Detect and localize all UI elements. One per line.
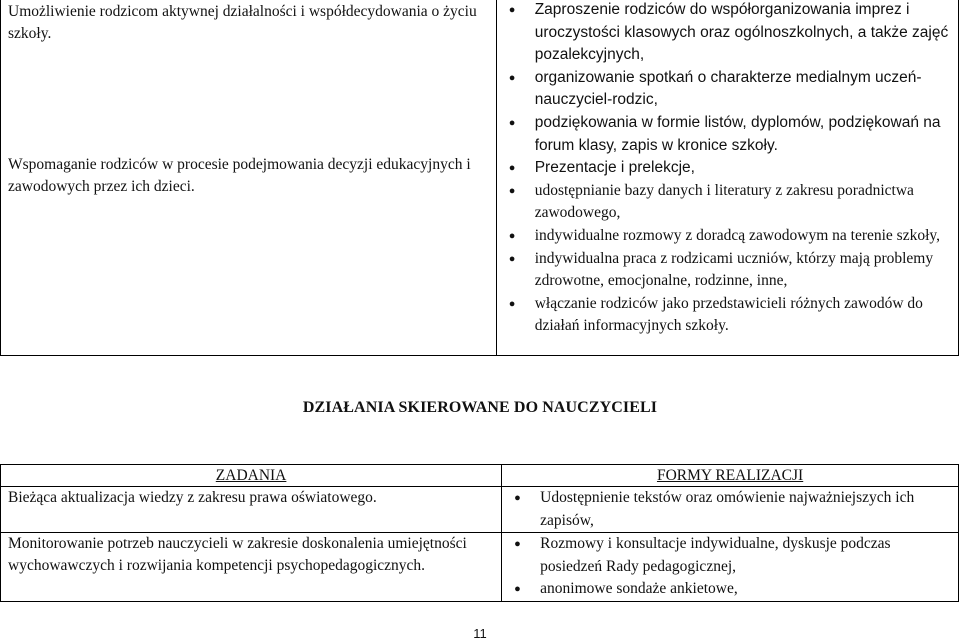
- forms-cell: [502, 533, 959, 602]
- bullet-icon: ●: [514, 492, 521, 504]
- forms-list: [497, 0, 958, 338]
- bullet-icon: ●: [508, 229, 516, 242]
- list-item: ● indywidualna praca z rodzicami uczniów, którzy mają problemy zdrowotne, emocjonalne, rodzinne, inne,: [508, 249, 934, 290]
- column-header-tasks: ZADANIA: [1, 465, 502, 487]
- bullet-icon: ●: [508, 252, 516, 265]
- bullet-icon: ●: [508, 4, 516, 16]
- list-item: ● organizowanie spotkań o charakterze medialnym uczeń-nauczyciel-rodzic,: [508, 68, 922, 109]
- bullet-icon: ●: [514, 538, 521, 551]
- list-item: ● Rozmowy i konsultacje indywidualne, dyskusje podczas posiedzeń Rady pedagogicznej,: [514, 535, 891, 575]
- list-item: ● Udostępnienie tekstów oraz omówienie najważniejszych ich zapisów,: [514, 489, 915, 529]
- tasks-cell: [1, 0, 497, 356]
- column-header-forms: FORMY REALIZACJI: [502, 465, 959, 487]
- bullet-icon: ●: [508, 184, 516, 197]
- list-item: ● Zaproszenie rodziców do współorganizowania imprez i uroczystości klasowych oraz ogólnoszkolnych, a także zajęć pozalekcyjnych,: [508, 1, 949, 64]
- bullet-icon: ●: [508, 297, 516, 310]
- task-text: Wspomaganie rodziców w procesie podejmowania decyzji edukacyjnych i zawodowych przez ich dzieci.: [8, 156, 471, 195]
- section-heading: DZIAŁANIA SKIEROWANE DO NAUCZYCIELI: [302, 399, 658, 416]
- bullet-icon: ●: [514, 583, 521, 596]
- forms-list: [502, 487, 958, 532]
- forms-cell: [496, 0, 958, 356]
- list-item: ● Prezentacje i prelekcje,: [508, 159, 695, 177]
- bullet-icon: ●: [508, 71, 516, 84]
- list-item: ● indywidualne rozmowy z doradcą zawodowym na terenie szkoły,: [508, 226, 941, 244]
- list-item: ● anonimowe sondaże ankietowe,: [514, 580, 738, 598]
- bullet-icon: ●: [508, 162, 516, 175]
- list-item: ● włączanie rodziców jako przedstawicieli różnych zawodów do działań informacyjnych szkoły.: [508, 294, 923, 335]
- table-row: Monitorowanie potrzeb nauczycieli w zakresie doskonalenia umiejętności wychowawczych i rozwijania kompetencji psychopedagogicznych.: [1, 533, 502, 602]
- table-row: Bieżąca aktualizacja wiedzy z zakresu prawa oświatowego.: [1, 487, 502, 533]
- forms-list: [502, 533, 958, 601]
- teachers-activities-table: [0, 464, 959, 602]
- list-item: ● podziękowania w formie listów, dyplomów, podziękowań na forum klasy, zapis w kronice szkoły.: [508, 113, 941, 154]
- bullet-icon: ●: [508, 116, 516, 129]
- list-item: ● udostępnianie bazy danych i literatury z zakresu poradnictwa zawodowego,: [508, 181, 914, 222]
- page-number: 11: [473, 626, 487, 641]
- task-text: Umożliwienie rodzicom aktywnej działalności i współdecydowania o życiu szkoły.: [8, 3, 477, 42]
- forms-cell: [502, 487, 959, 533]
